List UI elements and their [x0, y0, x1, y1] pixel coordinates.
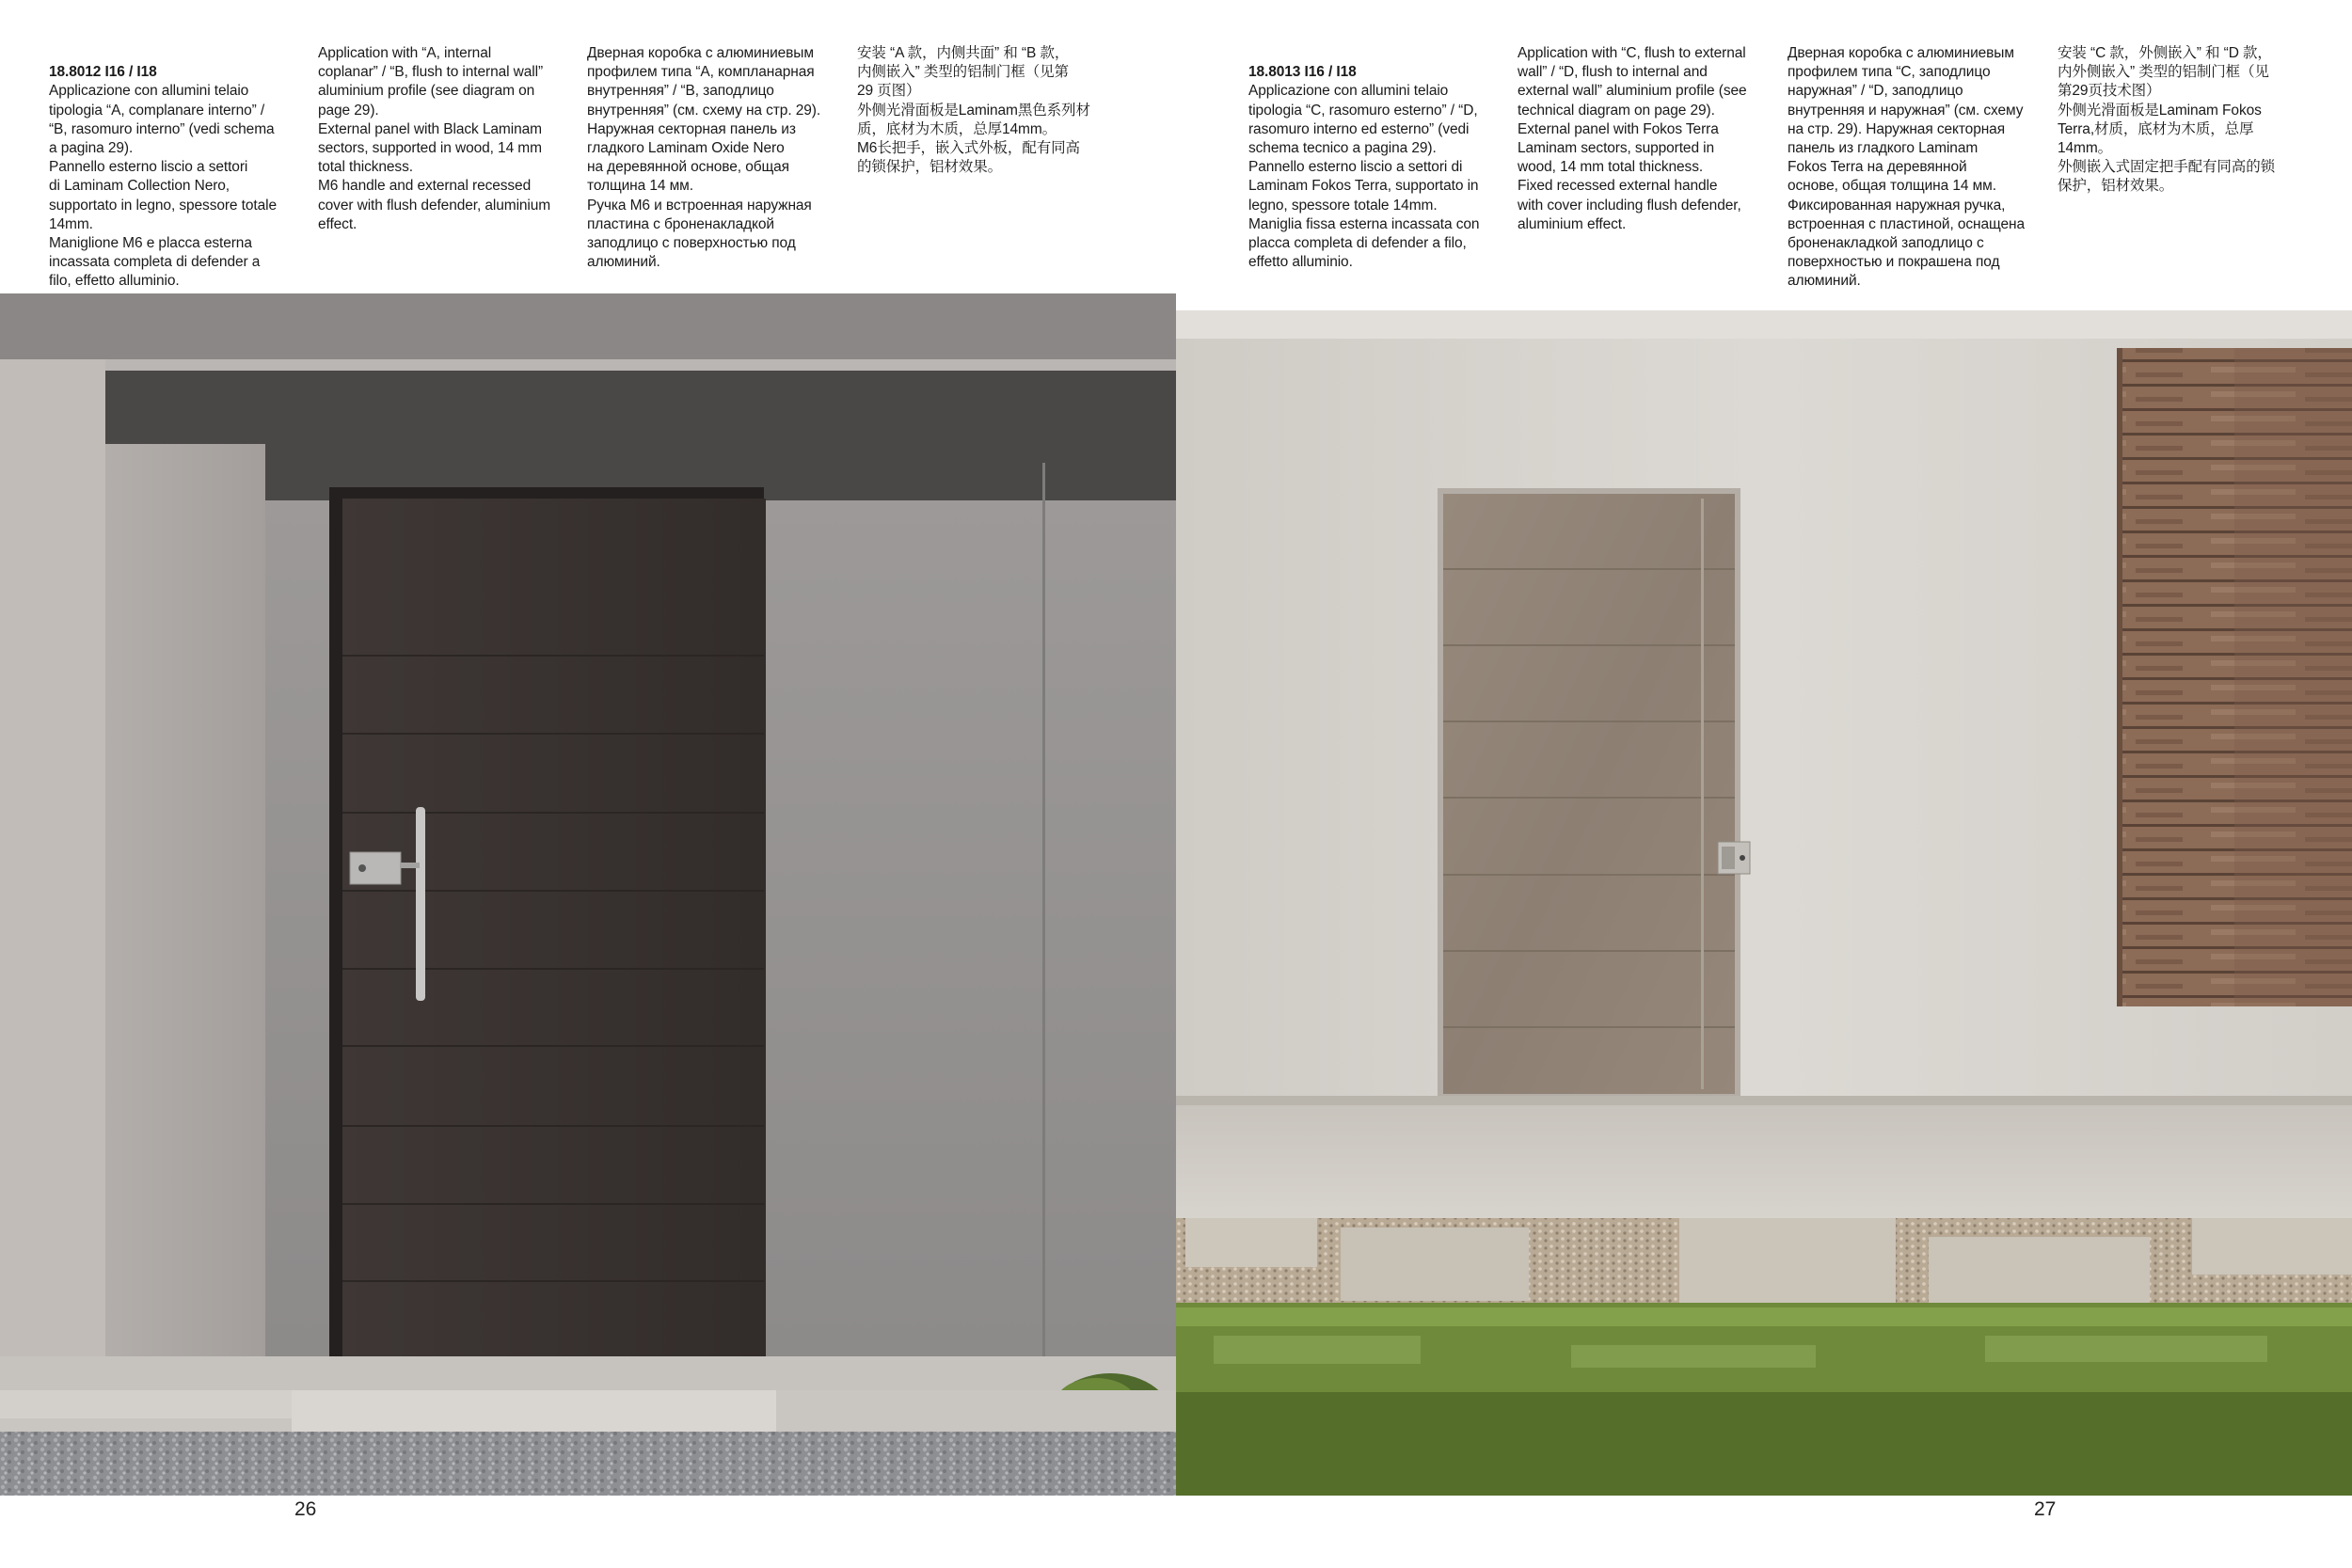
left-russian-text: Дверная коробка с алюминиевым профилем типа “A, компланарная внутренняя” / “B, заподлицо внутренняя” (см. схему на стр. 29). Наружная секторная панель из гладкого Laminam Oxide Nero на деревянной основе, общая толщина 14 мм. Ручка M6 и встроенная наружная пластина с броненакладкой заподлицо с поверхностью под алюминий. [587, 45, 821, 271]
right-english-text: Application with “C, flush to external wall” / “D, flush to internal and external wall” aluminium profile (see technical diagram on page 29). External panel with Fokos Terra Laminam sectors, supported in wood, 14 mm total thickness. Fixed recessed external handle with cover including flush defender, aluminium effect. [1518, 45, 1747, 232]
left-page-number: 26 [294, 1498, 317, 1520]
left-italian-description [49, 44, 303, 292]
left-door-photo [0, 293, 1176, 1496]
right-italian-text: Applicazione con allumini telaio tipologia “C, rasomuro esterno” / “D, rasomuro interno ed esterno” (vedi schema tecnico a pagina 29). Pannello esterno liscio a settori di Laminam Fokos Terra, supportato in legno, spessore totale 14mm. Maniglia fissa esterna incassata con placca completa di defender a filo, effetto alluminio. [1248, 83, 1480, 271]
right-page-number: 27 [2034, 1498, 2057, 1520]
left-italian-text: Applicazione con allumini telaio tipologia “A, complanare interno” / “B, rasomuro interno” (vedi schema a pagina 29). Pannello esterno liscio a settori di Laminam Collection Nero, supportato in legno, spessore totale 14mm. Maniglione M6 e placca esterna incassata completa di defender a filo, effetto alluminio. [49, 83, 277, 290]
right-door-photo [1176, 310, 2352, 1496]
right-chinese-text: 安装 “C 款，外侧嵌入” 和 “D 款， 内外侧嵌入” 类型的铝制门框（见 第29页技术图） 外侧光滑面板是Laminam Fokos Terra,材质，底材为木质，总厚 14mm。 外侧嵌入式固定把手配有同高的锁 保护，铝材效果。 [2058, 45, 2276, 195]
right-russian-text: Дверная коробка с алюминиевым профилем типа “C, заподлицо наружная” / “D, заподлицо внутренняя и наружная” (см. схему на стр. 29). Наружная секторная панель из гладкого Laminam Fokos Terra на деревянной основе, общая толщина 14 мм. Фиксированная наружная ручка, встроенная с пластиной, оснащена броненакладкой заподлицо с поверхностью и покрашена под алюминий. [1788, 45, 2026, 290]
right-italian-description [1248, 44, 1502, 272]
left-product-code: 18.8012 I16 / I18 [49, 64, 157, 81]
left-english-text: Application with “A, internal coplanar” / “B, flush to internal wall” aluminium profile (see diagram on page 29). External panel with Black Laminam sectors, supported in wood, 14 mm total thickness. M6 handle and external recessed cover with flush defender, aluminium effect. [318, 45, 551, 232]
left-gravel-ground [0, 1390, 1176, 1496]
left-chinese-text: 安装 “A 款，内侧共面” 和 “B 款， 内侧嵌入” 类型的铝制门框（见第 29 页图） 外侧光滑面板是Laminam黑色系列材 质，底材为木质，总厚14mm。 M6长把手，嵌入式外板，配有同高 的锁保护，铝材效果。 [857, 45, 1090, 176]
right-product-code: 18.8013 I16 / I18 [1248, 64, 1357, 81]
